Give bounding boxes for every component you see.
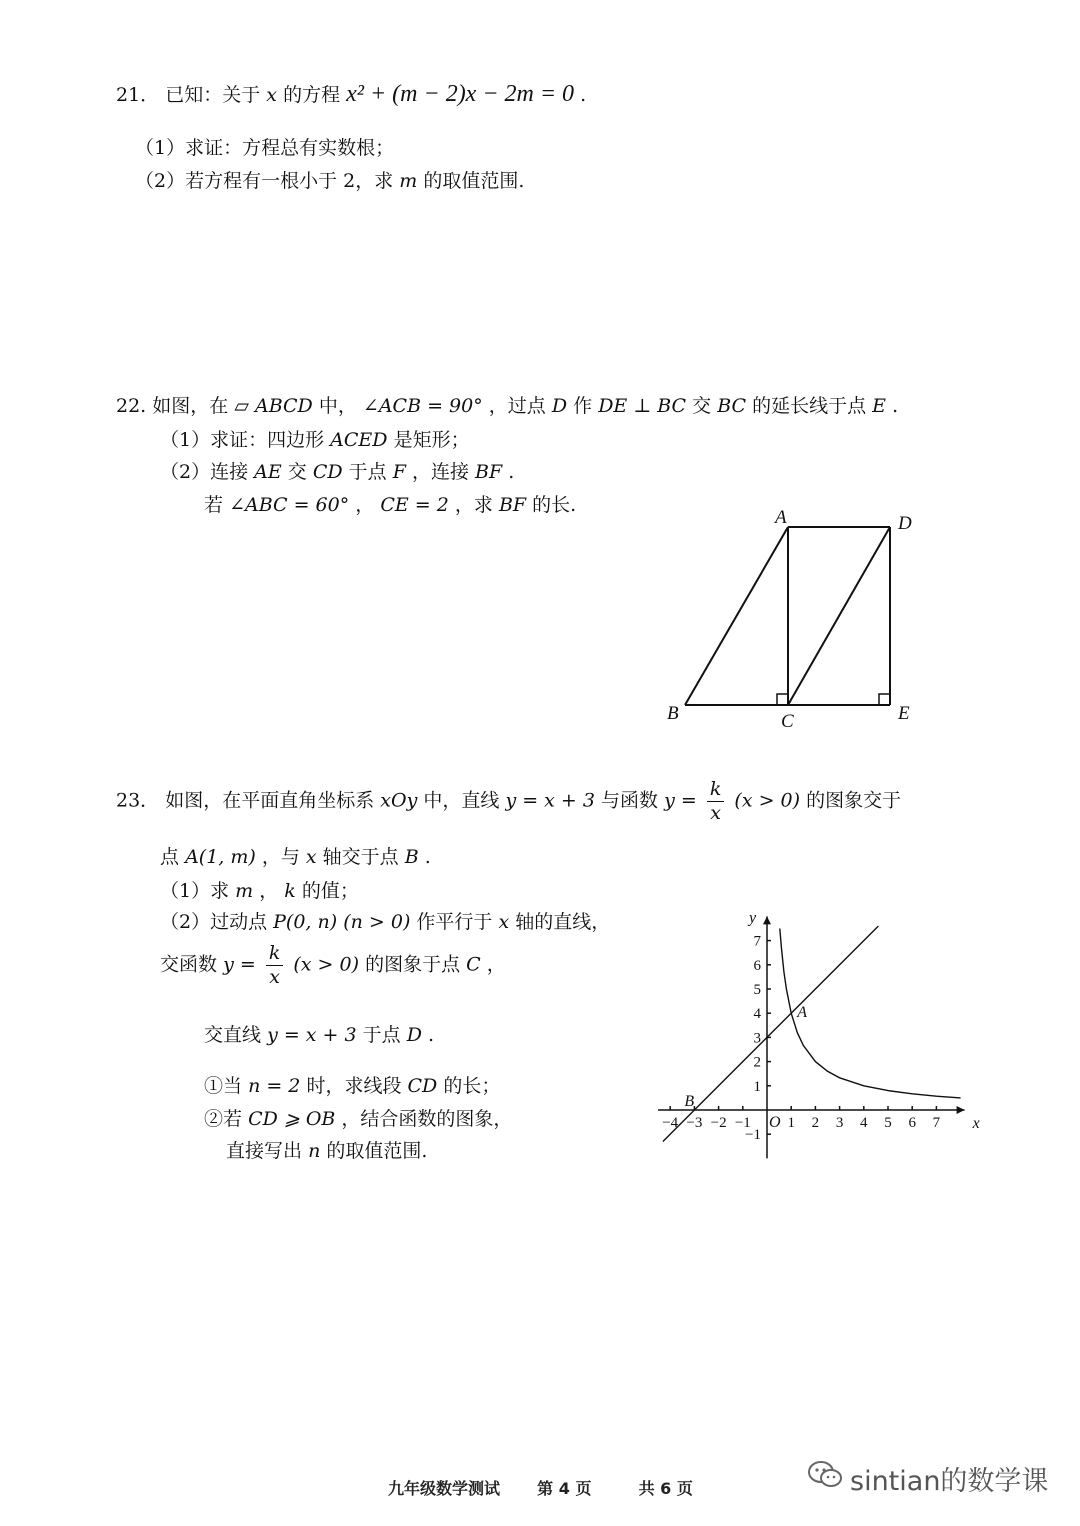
label-D: D [898,513,912,534]
y-axis-label: y [749,909,757,927]
fraction-k-over-x: $\frac{k}{x}$ [707,780,725,823]
y-tick-label: 4 [753,1006,761,1023]
q23-number: 23． [116,789,160,812]
q22-part2: （2）连接 AE 交 CD 于点 F ，连接 BF . [160,461,515,483]
x-tick-label: −2 [710,1115,727,1131]
x-tick-label: 1 [787,1115,795,1131]
q21-number: 21． [116,84,160,106]
q23-part2-line3: 交直线 y = x + 3 于点 D . [204,1024,435,1046]
right-angle-mark-E [879,694,890,705]
y-tick-label: 2 [753,1054,761,1071]
x-tick-label: 7 [932,1115,941,1131]
footer-total: 共 6 页 [638,1479,693,1498]
q21-part1: （1）求证：方程总有实数根； [135,137,395,159]
q23-sub1: ①当 n = 2 时，求线段 CD 的长； [204,1075,501,1097]
footer-page: 第 4 页 [537,1479,592,1498]
y-tick-label: 6 [753,957,761,974]
y-tick-label: 5 [753,982,761,998]
right-angle-mark-C [777,694,788,705]
q23-part2: （2）过动点 P(0, n) (n > 0) 作平行于 x 轴的直线， [160,911,611,933]
q22-figure [655,505,935,735]
y-tick-label: 7 [753,933,761,950]
segment-AB [685,527,788,705]
label-B: B [667,703,679,724]
watermark-text: sintian的数学课 [850,1466,1049,1497]
q22-number: 22. [116,395,147,417]
q23-stem-line2: 点 A(1, m) ，与 x 轴交于点 B . [160,846,431,868]
q21-stem: 21． 已知：关于 x 的方程 x² + (m − 2)x − 2m = 0 . [116,81,587,107]
origin-label: O [769,1114,781,1131]
label-A: A [775,507,787,528]
q23-sub2-line2: 直接写出 n 的取值范围. [226,1140,428,1162]
q22-part1: （1）求证：四边形 ACED 是矩形； [160,429,470,451]
q23-part1: （1）求 m ， k 的值； [160,880,359,902]
footer-exam: 九年级数学测试 [388,1479,501,1498]
y-tick-label: −1 [745,1127,761,1144]
page-footer [388,1476,693,1499]
x-tick-label: 6 [908,1115,916,1131]
x-tick-label: 3 [835,1115,844,1131]
x-tick-label: 4 [860,1115,868,1131]
q22-part2-line2: 若 ∠ABC = 60° ， CE = 2 ，求 BF 的长. [204,494,577,516]
line-y-equals-x-plus-3 [663,926,878,1144]
x-tick-label: −1 [734,1115,751,1131]
wechat-icon [806,1458,846,1492]
label-C: C [781,711,794,732]
x-tick-label: 5 [884,1115,892,1131]
q23-stem: 23． 如图，在平面直角坐标系 xOy 中，直线 y = x + 3 与函数 y = $\frac{k}{x}$ (x > 0) 的图象交于 [116,778,902,824]
q22-stem: 22. 如图，在 ▱ ABCD 中， ∠ACB = 90° ，过点 D 作 DE ⊥ BC 交 BC 的延长线于点 E . [116,395,899,417]
label-E: E [898,703,910,724]
segment-DC [788,527,890,705]
x-tick-label: −4 [662,1115,679,1131]
q23-sub2: ②若 CD ⩾ OB ，结合函数的图象， [204,1108,513,1130]
y-tick-label: 1 [753,1078,761,1095]
point-B-label: B [684,1093,695,1110]
x-tick-label: 2 [811,1115,820,1131]
q23-part2-line2: 交函数 y = $\frac{k}{x}$ (x > 0) 的图象于点 C ， [160,942,506,988]
y-axis-arrow [763,916,771,924]
x-tick-label: −3 [686,1115,703,1131]
y-tick-label: 3 [753,1030,761,1047]
q21-part2: （2）若方程有一根小于 2，求 m 的取值范围. [135,170,525,192]
fraction-k-over-x-2: $\frac{k}{x}$ [266,944,284,987]
x-axis-arrow [957,1106,965,1114]
q23-coordinate-graph [640,895,985,1165]
point-A-label: A [797,1004,807,1022]
q21-equation: x² + (m − 2)x − 2m = 0 [346,81,575,107]
x-axis-label: x [972,1115,980,1132]
